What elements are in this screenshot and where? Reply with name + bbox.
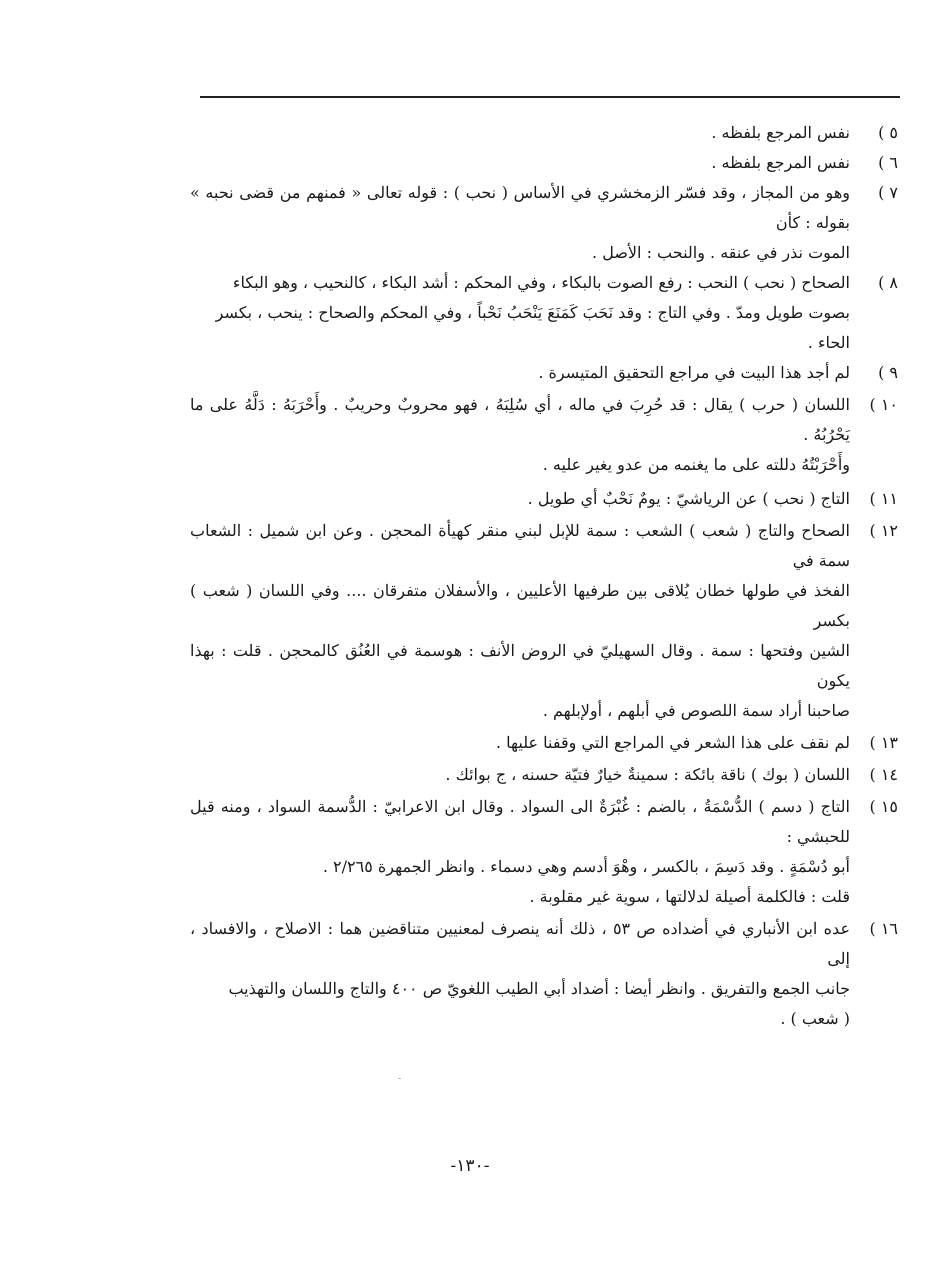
footnote-text: [190, 358, 850, 388]
footnote-item: [190, 118, 898, 148]
footnote-text: [190, 390, 850, 480]
footnote-number: ٦ ): [878, 153, 898, 172]
footnote-item: [190, 390, 898, 480]
footnote-number: ١٥ ): [869, 797, 898, 816]
footnote-text: [190, 914, 850, 1034]
footnote-line: الحاء .: [807, 333, 850, 352]
footnote-item: [190, 516, 898, 726]
footnotes-list: [190, 118, 898, 1034]
footnote-number: ١٢ ): [869, 521, 898, 540]
footnote-number: ٧ ): [878, 183, 898, 202]
footnote-item: [190, 484, 898, 514]
scan-speck: [398, 1078, 401, 1079]
footnote-number: ١٣ ): [869, 733, 898, 752]
footnote-text: [190, 148, 850, 178]
footnote-line: لم أجد هذا البيت في مراجع التحقيق المتيسرة .: [538, 363, 850, 382]
footnote-text: [190, 792, 850, 912]
footnote-line: اللسان ( بوك ) ناقة بائكة : سمينةٌ خيارٌ فتيّة حسنه ، ج بوائك .: [445, 765, 850, 784]
footnote-text: [190, 760, 850, 790]
footnote-item: [190, 728, 898, 758]
footnote-line: أبو دُسْمَةٍ . وقد دَسِمَ ، بالكسر ، وهْوَ أدسم وهي دسماء . وانظر الجمهرة ٢/٢٦٥ .: [322, 857, 850, 876]
footnote-item: [190, 268, 898, 358]
footnote-line: وهو من المجاز ، وقد فسّر الزمخشري في الأساس ( نحب ) : قوله تعالى « فمنهم من قضى نحبه » بقوله : كأن: [190, 183, 850, 232]
footnote-separator-rule: [200, 96, 900, 98]
footnote-line: عده ابن الأنباري في أضداده ص ٥٣ ، ذلك أنه ينصرف لمعنيين متناقضين هما : الاصلاح ، والافساد ، إلى: [190, 919, 850, 968]
footnote-line: بصوت طويل ومدّ . وفي التاج : وقد نَحَبَ كَمَنَعَ يَنْحَبُ نَحْباً ، وفي المحكم والصحاح : ينحب ، بكسر: [215, 303, 850, 322]
footnote-line: قلت : فالكلمة أصيلة لدلالتها ، سوية غير مقلوبة .: [529, 887, 850, 906]
footnote-line: التاج ( دسم ) الدُّسْمَةُ ، بالضم : غُبْرَةٌ الى السواد . وقال ابن الاعرابيّ : الدُّسمة السواد ، ومنه قيل للحبشي :: [190, 797, 850, 846]
footnote-line: الشين وفتحها : سمة . وقال السهيليّ في الروض الأنف : هوسمة في العُنُق كالمحجن . قلت : بهذا يكون: [190, 641, 850, 690]
footnote-line: لم نقف على هذا الشعر في المراجع التي وقفنا عليها .: [496, 733, 850, 752]
footnote-text: [190, 178, 850, 268]
footnote-item: [190, 148, 898, 178]
footnote-line: نفس المرجع بلفظه .: [711, 123, 850, 142]
footnote-line: الموت نذر في عنقه . والنحب : الأصل .: [592, 243, 850, 262]
footnote-number: ١٤ ): [869, 765, 898, 784]
footnote-line: وأَحْرَبْتُهُ دللته على ما يغنمه من عدو يغير عليه .: [542, 455, 850, 474]
footnote-number: ٥ ): [878, 123, 898, 142]
footnote-line: اللسان ( حرب ) يقال : قد حُرِبَ في ماله ، أي سُلِبَهُ ، فهو محروبٌ وحريبٌ . وأَحْرَبَهُ : دَلَّهُ على ما يَحْرُبُهُ .: [190, 395, 850, 444]
footnote-line: التاج ( نحب ) عن الرياشيّ : يومٌ نَحْبٌ أي طويل .: [527, 489, 850, 508]
footnote-number: ٨ ): [878, 273, 898, 292]
footnote-line: صاحبنا أراد سمة اللصوص في أبلهم ، أولإبلهم .: [542, 701, 850, 720]
footnote-item: [190, 760, 898, 790]
footnote-line: الصحاح ( نحب ) النحب : رفع الصوت بالبكاء ، وفي المحكم : أشد البكاء ، كالنحيب ، وهو البكاء: [232, 273, 850, 292]
footnote-line: الصحاح والتاج ( شعب ) الشعب : سمة للإبل لبني منقر كهيأة المحجن . وعن ابن شميل : الشعاب سمة في: [190, 521, 850, 570]
footnote-item: [190, 178, 898, 268]
footnote-number: ٩ ): [878, 363, 898, 382]
footnote-number: ١٦ ): [869, 919, 898, 938]
footnote-line: ( شعب ) .: [780, 1009, 850, 1028]
footnote-line: الفخذ في طولها خطان يُلاقى بين طرفيها الأعليين ، والأسفلان متفرقان .... وفي اللسان ( شعب ) بكسر: [190, 581, 850, 630]
footnote-number: ١١ ): [869, 489, 898, 508]
footnote-item: [190, 792, 898, 912]
footnote-text: [190, 516, 850, 726]
footnote-line: جانب الجمع والتفريق . وانظر أيضا : أضداد أبي الطيب اللغويّ ص ٤٠٠ والتاج واللسان والتهذيب: [228, 979, 850, 998]
footnote-text: [190, 268, 850, 358]
page-number: -١٣٠-: [450, 1156, 490, 1176]
footnote-line: نفس المرجع بلفظه .: [711, 153, 850, 172]
footnote-item: [190, 914, 898, 1034]
footnote-text: [190, 728, 850, 758]
footnote-item: [190, 358, 898, 388]
footnote-text: [190, 118, 850, 148]
footnote-text: [190, 484, 850, 514]
footnote-number: ١٠ ): [869, 395, 898, 414]
